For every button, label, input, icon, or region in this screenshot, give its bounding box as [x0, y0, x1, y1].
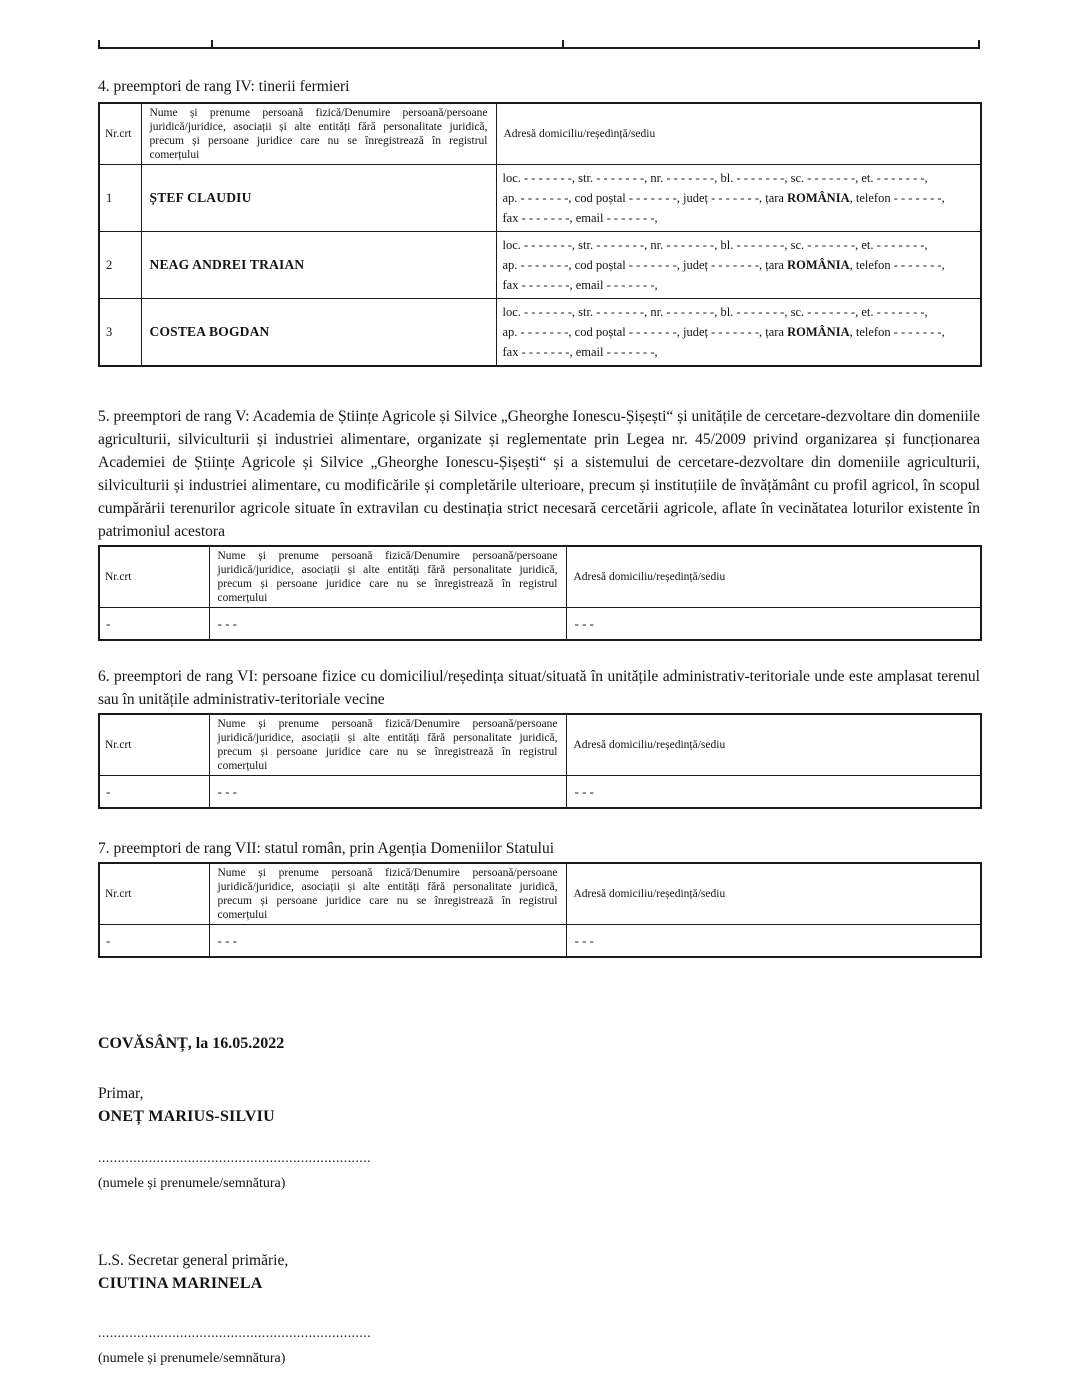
table-header-row: [99, 103, 981, 165]
row-number: -: [99, 608, 209, 641]
col-header-address: Adresă domiciliu/reședință/sediu: [566, 863, 981, 925]
col-header-name: Nume și prenume persoană fizică/Denumire persoană/persoane juridică/juridice, asociații și alte entități fără personalitate juridică, precum și persoane juridice care nu se înregistrează în registrul comerțului: [141, 103, 496, 165]
address-line: loc. - - - - - - -, str. - - - - - - -, nr. - - - - - - -, bl. - - - - - - -, sc. - - - - - - -, et. - - - - - - -,: [502, 305, 928, 319]
address-line-part: ap. - - - - - - -, cod poștal - - - - - - -, județ - - - - - - -, țara: [502, 191, 788, 205]
table-header-row: [99, 714, 981, 776]
column-separator-tick: [211, 40, 213, 47]
signature-caption: (numele și prenumele/semnătura): [98, 1176, 286, 1191]
address-line: fax - - - - - - -, email - - - - - - -,: [502, 345, 658, 359]
row-number: 1: [99, 165, 141, 232]
address-line: [503, 322, 975, 342]
col-header-nr: Nr.crt: [99, 546, 209, 608]
preemptor-address: [496, 165, 981, 232]
address-line: loc. - - - - - - -, str. - - - - - - -, nr. - - - - - - -, bl. - - - - - - -, sc. - - - - - - -, et. - - - - - - -,: [502, 171, 928, 185]
mayor-role-label: Primar,: [98, 1085, 144, 1102]
col-header-nr: Nr.crt: [99, 863, 209, 925]
secretary-role-label: L.S. Secretar general primărie,: [98, 1252, 289, 1269]
table-row: [99, 232, 981, 299]
col-header-name: Nume și prenume persoană fizică/Denumire persoană/persoane juridică/juridice, asociații și alte entități fără personalitate juridică, precum și persoane juridice care nu se înregistrează în registrul comerțului: [209, 546, 566, 608]
mayor-name: ONEȚ MARIUS-SILVIU: [98, 1108, 275, 1125]
address-line: fax - - - - - - -, email - - - - - - -,: [502, 278, 658, 292]
rank6-preemptors-table: [98, 713, 982, 809]
place-and-date: COVĂSÂNȚ, la 16.05.2022: [98, 1035, 285, 1052]
row-number: 3: [99, 299, 141, 367]
country-name: ROMÂNIA: [787, 191, 850, 205]
document-content: [98, 0, 980, 1369]
col-header-nr: Nr.crt: [99, 103, 141, 165]
col-header-name: Nume și prenume persoană fizică/Denumire persoană/persoane juridică/juridice, asociații și alte entități fără personalitate juridică, precum și persoane juridice care nu se înregistrează în registrul comerțului: [209, 863, 566, 925]
column-separator-tick: [978, 40, 980, 47]
preemptor-name: ȘTEF CLAUDIU: [141, 165, 496, 232]
col-header-nr: Nr.crt: [99, 714, 209, 776]
col-header-name: Nume și prenume persoană fizică/Denumire persoană/persoane juridică/juridice, asociații și alte entități fără personalitate juridică, precum și persoane juridice care nu se înregistrează în registrul comerțului: [209, 714, 566, 776]
table-header-row: [99, 546, 981, 608]
address-line-part: , telefon - - - - - - -,: [849, 258, 945, 272]
rank7-preemptors-table: [98, 862, 982, 958]
rank4-preemptors-table: [98, 102, 982, 367]
table-header-row: [99, 863, 981, 925]
section-7-heading: 7. preemptori de rang VII: statul român, prin Agenția Domeniilor Statului: [98, 840, 555, 857]
preemptor-address: [496, 299, 981, 367]
signature-dotted-line: ......................................................................: [98, 1151, 371, 1166]
table-row: [99, 608, 981, 641]
column-separator-tick: [562, 40, 564, 47]
address-line-part: , telefon - - - - - - -,: [849, 325, 945, 339]
preemptor-address: - - -: [566, 925, 981, 958]
row-number: -: [99, 925, 209, 958]
table-row: [99, 776, 981, 809]
section-5-heading: 5. preemptori de rang V: Academia de Științe Agricole și Silvice „Gheorghe Ionescu-Șișești“ și unitățile de cercetare-dezvoltare din domeniile agriculturii, silviculturii și industriei alimentare, organizate și reglementate prin Legea nr. 45/2009 privind organizarea și funcționarea Academiei de Științe Agricole și Silvice „Gheorghe Ionescu-Șișești“ și a sistemului de cercetare-dezvoltare din domeniile agriculturii, silviculturii și industriei alimentare, cu modificările și completările ulterioare, precum și instituțiile de învățământ cu profil agricol, în scopul cumpărării terenurilor agricole situate în extravilan cu destinația strict necesară cercetării agricole, aflate în vecinătatea loturilor existente în patrimoniul acestora: [98, 408, 980, 540]
preemptor-address: - - -: [566, 776, 981, 809]
table-row: [99, 165, 981, 232]
preemptor-name: NEAG ANDREI TRAIAN: [141, 232, 496, 299]
preemptor-name: - - -: [209, 925, 566, 958]
address-line-part: , telefon - - - - - - -,: [849, 191, 945, 205]
preemptor-name: - - -: [209, 776, 566, 809]
preemptor-address: - - -: [566, 608, 981, 641]
row-number: 2: [99, 232, 141, 299]
table-row: [99, 299, 981, 367]
signature-caption: (numele și prenumele/semnătura): [98, 1351, 286, 1366]
address-line-part: ap. - - - - - - -, cod poștal - - - - - - -, județ - - - - - - -, țara: [502, 258, 788, 272]
col-header-address: Adresă domiciliu/reședință/sediu: [566, 714, 981, 776]
column-separator-tick: [98, 40, 100, 47]
address-line: loc. - - - - - - -, str. - - - - - - -, nr. - - - - - - -, bl. - - - - - - -, sc. - - - - - - -, et. - - - - - - -,: [502, 238, 928, 252]
col-header-address: Adresă domiciliu/reședință/sediu: [566, 546, 981, 608]
preemptor-name: - - -: [209, 608, 566, 641]
signature-dotted-line: ......................................................................: [98, 1326, 371, 1341]
row-number: -: [99, 776, 209, 809]
table-continuation-rule: [98, 42, 980, 49]
address-line: fax - - - - - - -, email - - - - - - -,: [502, 211, 658, 225]
rank5-preemptors-table: [98, 545, 982, 641]
section-4-heading: 4. preemptori de rang IV: tinerii fermieri: [98, 78, 350, 95]
address-line: [503, 255, 975, 275]
section-6-heading: 6. preemptori de rang VI: persoane fizice cu domiciliul/reședința situat/situată în unitățile administrativ-teritoriale unde este amplasat terenul sau în unitățile administrativ-teritoriale vecine: [98, 668, 980, 708]
preemptor-name: COSTEA BOGDAN: [141, 299, 496, 367]
country-name: ROMÂNIA: [787, 258, 850, 272]
secretary-name: CIUTINA MARINELA: [98, 1275, 263, 1292]
address-line-part: ap. - - - - - - -, cod poștal - - - - - - -, județ - - - - - - -, țara: [502, 325, 788, 339]
country-name: ROMÂNIA: [787, 325, 850, 339]
address-line: [503, 188, 975, 208]
col-header-address: Adresă domiciliu/reședință/sediu: [496, 103, 981, 165]
table-row: [99, 925, 981, 958]
preemptor-address: [496, 232, 981, 299]
